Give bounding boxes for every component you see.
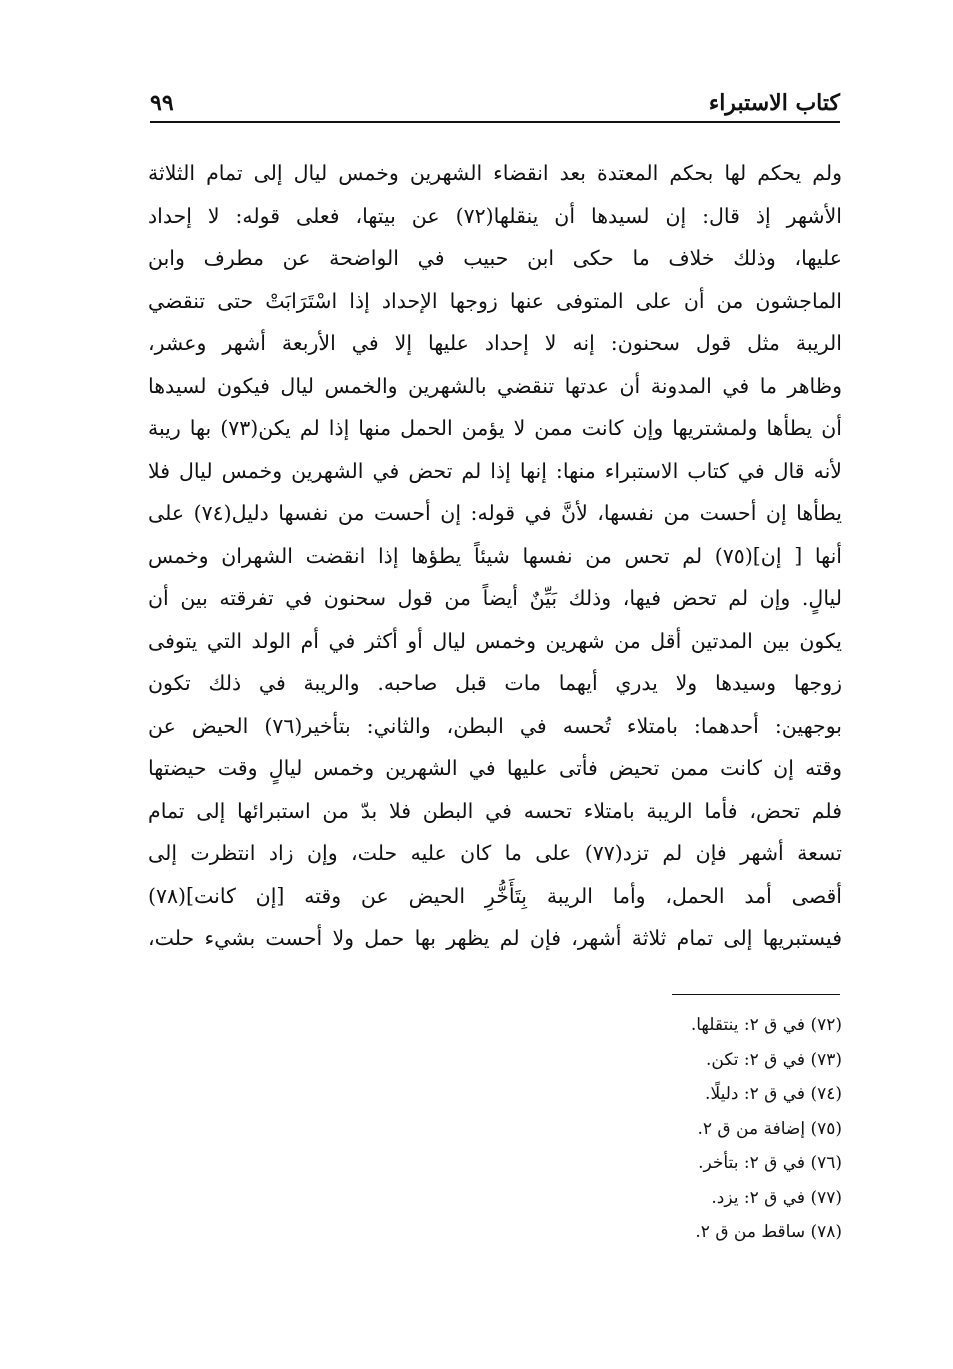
text-line: وقته إن كانت ممن تحيض فأتى عليها في الشهرين وخمس ليالٍ وقت حيضتها: [148, 756, 842, 780]
text-line: ولم يحكم لها بحكم المعتدة بعد انقضاء الشهرين وخمس ليال إلى تمام الثلاثة: [148, 161, 842, 185]
text-line: فيستبريها إلى تمام ثلاثة أشهر، فإن لم يظهر بها حمل ولا أحست بشيء حلت،: [148, 926, 842, 950]
text-line: أنها [ إن](٧٥) لم تحس من نفسها شيئاً يطؤها إذا انقضت الشهران وخمس: [148, 543, 842, 568]
footnote: (٧٤) في ق ٢: دليلًا.: [705, 1084, 842, 1104]
text-line: لأنه قال في كتاب الاستبراء منها: إنها إذا لم تحض في الشهرين وخمس ليال فلا: [148, 458, 842, 483]
text-line: تسعة أشهر فإن لم تزد(٧٧) على ما كان عليه حلت، وإن زاد انتظرت إلى: [148, 841, 842, 865]
text-line: وظاهر ما في المدونة أن عدتها تنقضي بالشهرين والخمس ليال فيكون لسيدها: [148, 373, 842, 398]
page-header: [150, 84, 840, 122]
text-line: عليها، وذلك خلاف ما حكى ابن حبيب في الواضحة عن مطرف وابن: [148, 246, 842, 270]
footnote: (٧٧) في ق ٢: يزد.: [711, 1187, 842, 1208]
text-line: الأشهر إذ قال: إن لسيدها أن ينقلها(٧٢) عن بيتها، فعلى قوله: لا إحداد: [148, 203, 842, 228]
text-line: الريبة مثل قول سحنون: إنه لا إحداد عليها إلا في الأربعة أشهر وعشر،: [148, 331, 842, 355]
footnote: (٧٣) في ق ٢: تكن.: [706, 1049, 842, 1070]
header-rule: [150, 121, 840, 123]
text-line: فلم تحض، فأما الريبة بامتلاء تحسه في البطن فلا بدّ من استبرائها إلى تمام: [148, 798, 842, 823]
text-line: يطأها إن أحست من نفسها، لأنَّ في قوله: إن أحست من نفسها دليل(٧٤) على: [148, 501, 842, 525]
footnote-separator: [672, 994, 840, 995]
footnote: (٧٥) إضافة من ق ٢.: [697, 1118, 842, 1139]
footnote: (٧٦) في ق ٢: بتأخر.: [698, 1153, 842, 1173]
footnote: (٧٢) في ق ٢: ينتقلها.: [690, 1015, 842, 1035]
running-title: كتاب الاستبراء: [708, 90, 840, 116]
text-line: أقصى أمد الحمل، وأما الريبة بِتَأَخُّرِ الحيض عن وقته [إن كانت](٧٨): [148, 883, 842, 908]
text-line: زوجها وسيدها ولا يدري أيهما مات قبل صاحبه. والريبة في ذلك تكون: [148, 671, 842, 695]
footnotes: [400, 1008, 842, 1250]
text-line: يكون بين المدتين أقل من شهرين وخمس ليال أو أكثر في أم الولد التي يتوفى: [148, 628, 842, 653]
text-line: بوجهين: أحدهما: بامتلاء تُحسه في البطن، والثاني: بتأخير(٧٦) الحيض عن: [148, 713, 842, 738]
main-text: [148, 152, 842, 960]
text-line: أن يطأها ولمشتريها وإن كانت ممن لا يؤمن الحمل منها إذا لم يكن(٧٣) بها ريبة: [148, 416, 842, 440]
text-line: ليالٍ. وإن لم تحض فيها، وذلك بَيِّنٌ أيضاً من قول سحنون في تفرقته بين أن: [148, 586, 842, 610]
page-number: ٩٩: [150, 90, 174, 116]
footnote: (٧٨) ساقط من ق ٢.: [695, 1222, 842, 1242]
text-line: الماجشون من أن على المتوفى عنها زوجها الإحداد إذا اسْتَرَابَتْ حتى تنقضي: [148, 288, 842, 313]
